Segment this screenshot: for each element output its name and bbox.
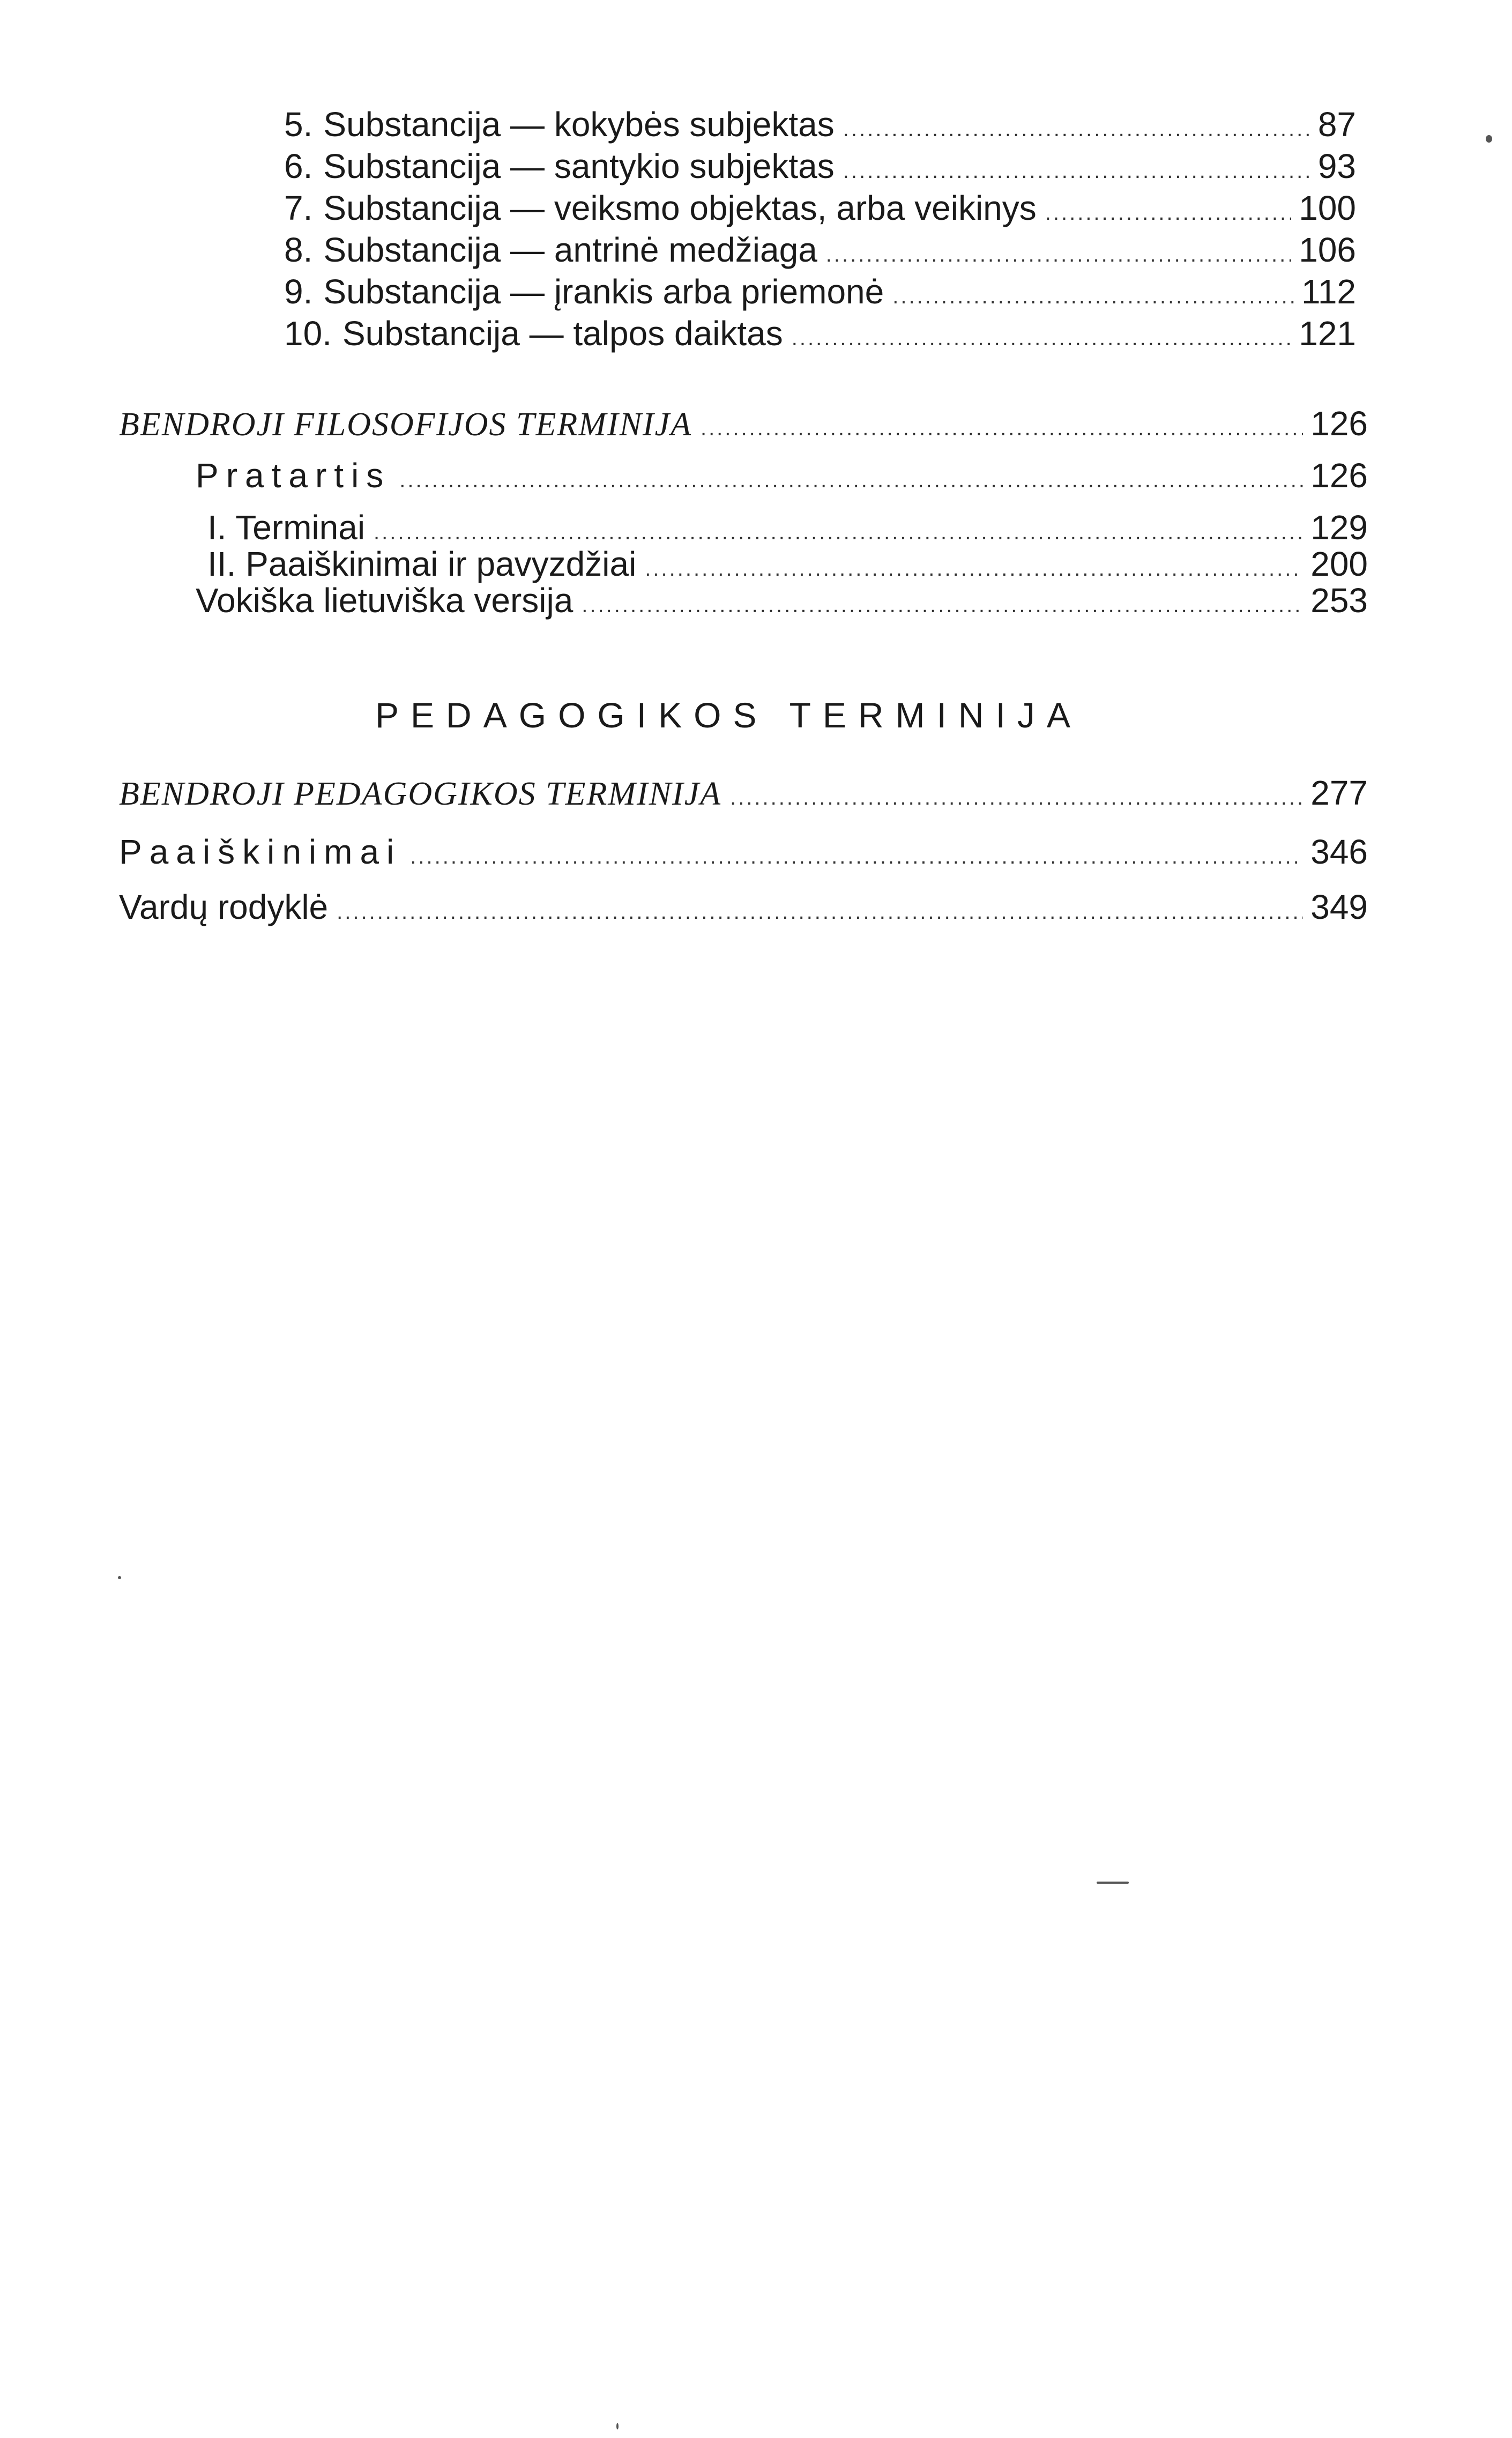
toc-entry — [284, 233, 1356, 267]
entry-title: Pratartis — [196, 456, 391, 495]
entry-page: 100 — [1299, 189, 1356, 227]
section-title: PEDAGOGIKOS TERMINIJA — [375, 695, 1082, 735]
entry-title: Vardų rodyklė — [119, 888, 329, 926]
heading-title: BENDROJI PEDAGOGIKOS TERMINIJA — [119, 776, 722, 812]
dot-leader — [399, 470, 1303, 491]
entry-title: Vokiška lietuviška versija — [196, 581, 573, 620]
toc-entry — [207, 547, 1368, 581]
entry-title: Paaiškinimai — [119, 833, 402, 871]
entry-page: 87 — [1317, 105, 1356, 144]
entry-title: I. Terminai — [207, 508, 366, 547]
paper-speck — [616, 2423, 619, 2429]
dot-leader — [730, 787, 1303, 808]
entry-page: 200 — [1310, 545, 1368, 583]
entry-page: 121 — [1299, 314, 1356, 353]
toc-entry — [119, 890, 1368, 924]
entry-number: 9. — [284, 272, 313, 311]
dot-leader — [1045, 202, 1291, 224]
entry-title: Substancija — įrankis arba priemonė — [323, 272, 884, 311]
dot-leader — [645, 558, 1303, 579]
toc-entry — [284, 149, 1356, 183]
entry-number: 6. — [284, 147, 313, 185]
entry-title: Substancija — kokybės subjektas — [323, 105, 835, 144]
entry-title: Substancija — talpos daiktas — [342, 314, 783, 353]
dot-leader — [826, 244, 1291, 265]
entry-title: Substancija — santykio subjektas — [323, 147, 835, 185]
toc-entry — [207, 510, 1368, 545]
toc-entry — [119, 835, 1368, 869]
entry-number: 8. — [284, 231, 313, 269]
entry-page: 253 — [1310, 581, 1368, 620]
toc-entry — [284, 107, 1356, 142]
entry-page: 129 — [1310, 508, 1368, 547]
entry-page: 349 — [1310, 888, 1368, 926]
dot-leader — [337, 901, 1303, 923]
entry-title: II. Paaiškinimai ir pavyzdžiai — [207, 545, 637, 583]
entry-page: 93 — [1317, 147, 1356, 185]
entry-page: 126 — [1310, 456, 1368, 495]
dot-leader — [374, 522, 1303, 543]
entry-page: 106 — [1299, 231, 1356, 269]
entry-page: 346 — [1310, 833, 1368, 871]
toc-entry — [284, 274, 1356, 309]
entry-number: 7. — [284, 189, 313, 227]
paper-speck — [1097, 1882, 1129, 1884]
entry-number: 10. — [284, 314, 332, 353]
entry-title: Substancija — antrinė medžiaga — [323, 231, 817, 269]
entry-number: 5. — [284, 105, 313, 144]
philosophy-heading — [119, 406, 1368, 441]
dot-leader — [701, 418, 1303, 439]
toc-entry — [196, 583, 1368, 618]
dot-leader — [843, 160, 1310, 182]
dot-leader — [843, 118, 1310, 140]
toc-entry — [196, 458, 1368, 493]
paper-speck — [1486, 135, 1492, 143]
dot-leader — [582, 594, 1303, 616]
dot-leader — [892, 286, 1294, 307]
dot-leader — [792, 328, 1291, 349]
entry-title: Substancija — veiksmo objektas, arba veikinys — [323, 189, 1037, 227]
entry-page: 112 — [1301, 272, 1356, 311]
entry-page: 277 — [1310, 774, 1368, 812]
heading-title: BENDROJI FILOSOFIJOS TERMINIJA — [119, 406, 692, 443]
pedagogy-heading — [119, 776, 1368, 811]
entry-page: 126 — [1310, 404, 1368, 443]
dot-leader — [410, 846, 1303, 867]
toc-entry — [284, 191, 1356, 225]
paper-speck — [118, 1576, 121, 1579]
toc-entry — [284, 316, 1356, 351]
